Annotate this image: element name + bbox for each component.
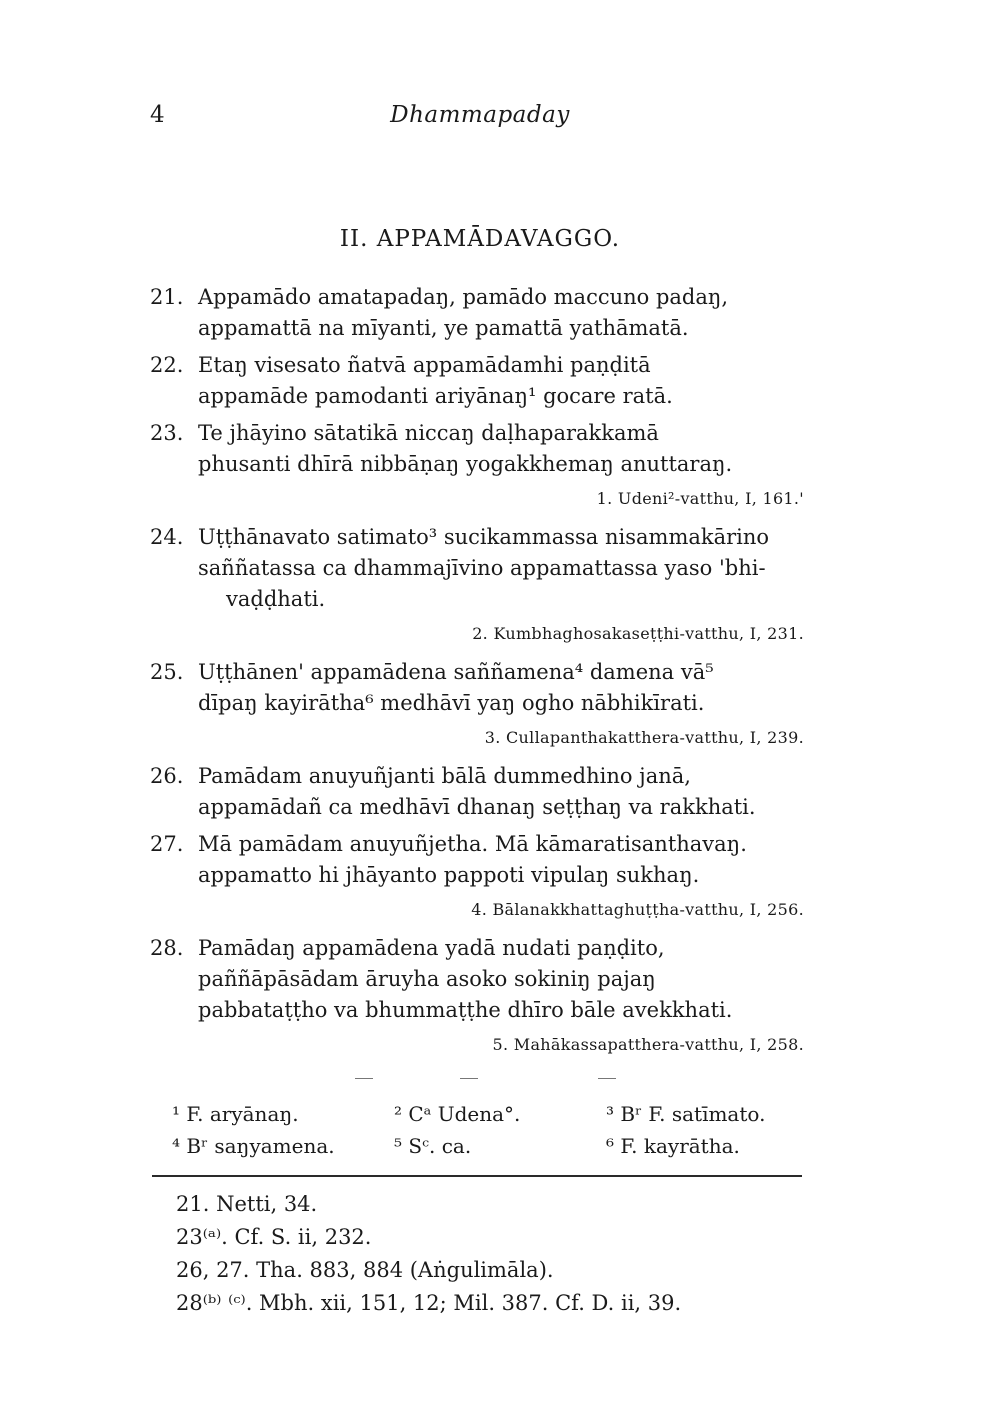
verse-line: Te jhāyino sātatikā niccaŋ daḷhaparakkamā xyxy=(198,421,659,445)
variant-note: ³ Bʳ F. satīmato. xyxy=(606,1102,766,1126)
verse-number: 24. xyxy=(150,525,184,549)
verse-number: 21. xyxy=(150,285,184,309)
verse-line: Uṭṭhānavato satimato³ sucikammassa nisammakārino xyxy=(198,525,770,549)
chapter-title: II. APPAMĀDAVAGGO. xyxy=(339,226,621,252)
verse-line: paññāpāsādam āruyha asoko sokiniŋ pajaŋ xyxy=(198,967,656,991)
verse-line: Uṭṭhānen' appamādena saññamena⁴ damena vā⁵ xyxy=(198,660,714,684)
page-header xyxy=(150,102,810,138)
verse-number: 27. xyxy=(150,832,184,856)
verse-number: 23. xyxy=(150,421,184,445)
running-title: Dhammapaday xyxy=(390,102,570,128)
verse xyxy=(150,522,810,615)
verse-number: 22. xyxy=(150,353,184,377)
separator-dash xyxy=(598,1078,616,1079)
story-reference: 3. Cullapanthakatthera-vatthu, I, 239. xyxy=(484,728,804,747)
parallel-reference: 26, 27. Tha. 883, 884 (Aṅgulimāla). xyxy=(176,1258,554,1282)
footnote-rule xyxy=(152,1175,802,1177)
parallel-reference: 28⁽ᵇ⁾ ⁽ᶜ⁾. Mbh. xii, 151, 12; Mil. 387. Cf. D. ii, 39. xyxy=(176,1291,682,1315)
verse-line: pabbataṭṭho va bhummaṭṭhe dhīro bāle avekkhati. xyxy=(198,998,733,1022)
verse xyxy=(150,418,810,480)
page-number: 4 xyxy=(150,102,165,128)
verse-number: 26. xyxy=(150,764,184,788)
verse-list xyxy=(150,282,810,1068)
verse-line: Appamādo amatapadaŋ, pamādo maccuno padaŋ, xyxy=(198,285,729,309)
variant-note: ⁵ Sᶜ. ca. xyxy=(394,1134,472,1158)
verse xyxy=(150,657,810,719)
verse-line: Etaŋ visesato ñatvā appamādamhi paṇḍitā xyxy=(198,353,651,377)
verse xyxy=(150,829,810,891)
verse-line: appamāde pamodanti ariyānaŋ¹ gocare ratā. xyxy=(198,384,673,408)
verse xyxy=(150,350,810,412)
verse-line: appamatto hi jhāyanto pappoti vipulaŋ sukhaŋ. xyxy=(198,863,700,887)
story-reference: 2. Kumbhaghosakaseṭṭhi-vatthu, I, 231. xyxy=(472,624,804,643)
variant-note: ¹ F. aryānaŋ. xyxy=(172,1102,299,1126)
story-reference: 5. Mahākassapatthera-vatthu, I, 258. xyxy=(492,1035,804,1054)
verse-line: dīpaŋ kayirātha⁶ medhāvī yaŋ ogho nābhikīrati. xyxy=(198,691,705,715)
verse xyxy=(150,761,810,823)
variant-note: ⁶ F. kayrātha. xyxy=(606,1134,740,1158)
separator-dash xyxy=(355,1078,373,1079)
story-reference: 1. Udeni²-vatthu, I, 161.' xyxy=(596,489,804,508)
variant-row xyxy=(172,1098,812,1130)
variant-row xyxy=(172,1130,812,1162)
verse-line: Pamādaŋ appamādena yadā nudati paṇḍito, xyxy=(198,936,665,960)
story-reference: 4. Bālanakkhattaghuṭṭha-vatthu, I, 256. xyxy=(471,900,804,919)
footnote-separator-dashes xyxy=(150,1078,810,1084)
verse-line: Pamādam anuyuñjanti bālā dummedhino janā, xyxy=(198,764,691,788)
verse-line: appamattā na mīyanti, ye pamattā yathāmatā. xyxy=(198,316,689,340)
verse-line: phusanti dhīrā nibbāṇaŋ yogakkhemaŋ anuttaraŋ. xyxy=(198,452,733,476)
verse-line: Mā pamādam anuyuñjetha. Mā kāmaratisanthavaŋ. xyxy=(198,832,747,856)
variant-note: ⁴ Bʳ saŋyamena. xyxy=(172,1134,335,1158)
verse-line: saññatassa ca dhammajīvino appamattassa yaso 'bhi- xyxy=(198,556,766,580)
variant-note: ² Cᵃ Udena°. xyxy=(394,1102,521,1126)
verse-number: 25. xyxy=(150,660,184,684)
verse-line: appamādañ ca medhāvī dhanaŋ seṭṭhaŋ va rakkhati. xyxy=(198,795,756,819)
verse-number: 28. xyxy=(150,936,184,960)
parallel-references xyxy=(176,1188,806,1320)
verse-line: vaḍḍhati. xyxy=(226,587,326,611)
separator-dash xyxy=(460,1078,478,1079)
verse xyxy=(150,282,810,344)
parallel-reference: 21. Netti, 34. xyxy=(176,1192,318,1216)
verse xyxy=(150,933,810,1026)
variant-readings xyxy=(172,1098,812,1162)
parallel-reference: 23⁽ᵃ⁾. Cf. S. ii, 232. xyxy=(176,1225,372,1249)
